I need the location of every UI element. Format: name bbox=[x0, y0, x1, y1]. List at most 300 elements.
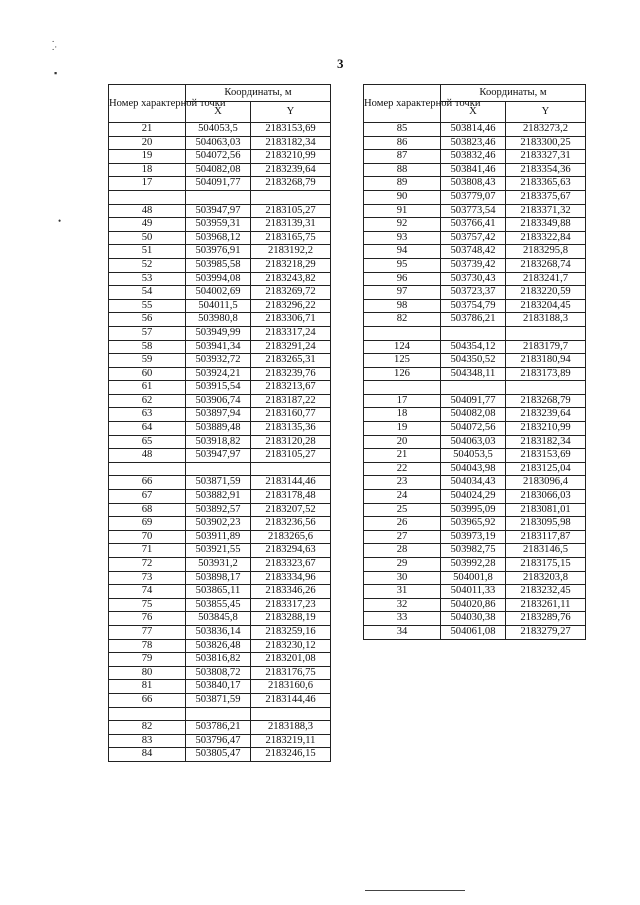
x-coordinate-cell: 503973,19 bbox=[441, 530, 506, 544]
table-row bbox=[364, 422, 586, 436]
x-coordinate-cell: 503808,72 bbox=[186, 666, 251, 680]
y-coordinate-cell: 2183182,34 bbox=[506, 435, 586, 449]
point-number-cell: 57 bbox=[109, 326, 186, 340]
table-row bbox=[109, 394, 331, 408]
x-coordinate-cell: 504053,5 bbox=[441, 449, 506, 463]
point-number-cell: 84 bbox=[109, 748, 186, 762]
y-coordinate-cell: 2183236,56 bbox=[251, 517, 331, 531]
table-row bbox=[109, 123, 331, 137]
x-coordinate-cell: 503882,91 bbox=[186, 490, 251, 504]
x-coordinate-cell: 503779,07 bbox=[441, 190, 506, 204]
table-row bbox=[109, 190, 331, 204]
table-row bbox=[364, 313, 586, 327]
point-number-cell: 90 bbox=[364, 190, 441, 204]
x-coordinate-cell: 503796,47 bbox=[186, 734, 251, 748]
table-row bbox=[109, 354, 331, 368]
table-row bbox=[109, 245, 331, 259]
table-row bbox=[364, 503, 586, 517]
x-coordinate-cell: 503985,58 bbox=[186, 258, 251, 272]
point-number-cell: 66 bbox=[109, 693, 186, 707]
table-row bbox=[364, 544, 586, 558]
point-number-cell bbox=[364, 381, 441, 395]
table-body-left bbox=[109, 123, 331, 762]
y-coordinate-cell: 2183201,08 bbox=[251, 653, 331, 667]
y-coordinate-cell: 2183218,29 bbox=[251, 258, 331, 272]
y-coordinate-cell: 2183066,03 bbox=[506, 490, 586, 504]
table-row bbox=[364, 272, 586, 286]
x-coordinate-cell: 503982,75 bbox=[441, 544, 506, 558]
x-coordinate-cell: 503959,31 bbox=[186, 218, 251, 232]
y-coordinate-cell: 2183188,3 bbox=[251, 721, 331, 735]
y-coordinate-cell: 2183230,12 bbox=[251, 639, 331, 653]
point-number-cell bbox=[364, 326, 441, 340]
x-coordinate-cell: 504020,86 bbox=[441, 598, 506, 612]
header-coordinates: Координаты, м bbox=[186, 85, 331, 102]
x-coordinate-cell: 503816,82 bbox=[186, 653, 251, 667]
x-coordinate-cell bbox=[441, 326, 506, 340]
table-row bbox=[364, 123, 586, 137]
point-number-cell: 18 bbox=[109, 163, 186, 177]
y-coordinate-cell: 2183239,76 bbox=[251, 367, 331, 381]
x-coordinate-cell: 503871,59 bbox=[186, 693, 251, 707]
y-coordinate-cell: 2183192,2 bbox=[251, 245, 331, 259]
x-coordinate-cell: 504350,52 bbox=[441, 354, 506, 368]
y-coordinate-cell: 2183239,64 bbox=[251, 163, 331, 177]
point-number-cell: 73 bbox=[109, 571, 186, 585]
x-coordinate-cell: 503995,09 bbox=[441, 503, 506, 517]
table-row bbox=[109, 258, 331, 272]
x-coordinate-cell: 503773,54 bbox=[441, 204, 506, 218]
scan-mark: ▪ bbox=[54, 68, 58, 78]
table-row bbox=[109, 136, 331, 150]
point-number-cell: 28 bbox=[364, 544, 441, 558]
table-row bbox=[109, 367, 331, 381]
point-number-cell: 65 bbox=[109, 435, 186, 449]
point-number-cell: 74 bbox=[109, 585, 186, 599]
y-coordinate-cell: 2183289,76 bbox=[506, 612, 586, 626]
y-coordinate-cell: 2183365,63 bbox=[506, 177, 586, 191]
x-coordinate-cell: 504348,11 bbox=[441, 367, 506, 381]
point-number-cell: 72 bbox=[109, 558, 186, 572]
x-coordinate-cell bbox=[186, 462, 251, 476]
table-row bbox=[364, 163, 586, 177]
x-coordinate-cell: 504082,08 bbox=[441, 408, 506, 422]
x-coordinate-cell: 503855,45 bbox=[186, 598, 251, 612]
table-row bbox=[109, 530, 331, 544]
y-coordinate-cell: 2183081,01 bbox=[506, 503, 586, 517]
table-row bbox=[109, 544, 331, 558]
divider bbox=[365, 890, 465, 891]
x-coordinate-cell: 503754,79 bbox=[441, 299, 506, 313]
y-coordinate-cell: 2183179,7 bbox=[506, 340, 586, 354]
point-number-cell: 19 bbox=[364, 422, 441, 436]
y-coordinate-cell: 2183371,32 bbox=[506, 204, 586, 218]
y-coordinate-cell: 2183317,24 bbox=[251, 326, 331, 340]
x-coordinate-cell: 503931,2 bbox=[186, 558, 251, 572]
point-number-cell: 53 bbox=[109, 272, 186, 286]
table-row bbox=[364, 177, 586, 191]
point-number-cell: 96 bbox=[364, 272, 441, 286]
x-coordinate-cell: 504091,77 bbox=[186, 177, 251, 191]
table-row bbox=[364, 258, 586, 272]
point-number-cell: 48 bbox=[109, 449, 186, 463]
point-number-cell: 23 bbox=[364, 476, 441, 490]
point-number-cell: 62 bbox=[109, 394, 186, 408]
y-coordinate-cell: 2183210,99 bbox=[506, 422, 586, 436]
y-coordinate-cell: 2183219,11 bbox=[251, 734, 331, 748]
header-y: Y bbox=[506, 102, 586, 123]
y-coordinate-cell: 2183144,46 bbox=[251, 476, 331, 490]
y-coordinate-cell: 2183120,28 bbox=[251, 435, 331, 449]
table-row bbox=[109, 503, 331, 517]
table-row bbox=[109, 653, 331, 667]
x-coordinate-cell: 504024,29 bbox=[441, 490, 506, 504]
table-row bbox=[364, 558, 586, 572]
x-coordinate-cell: 504002,69 bbox=[186, 286, 251, 300]
table-row bbox=[109, 163, 331, 177]
table-row bbox=[364, 530, 586, 544]
page-number: 3 bbox=[337, 56, 344, 71]
table-row bbox=[109, 490, 331, 504]
table-row bbox=[109, 571, 331, 585]
y-coordinate-cell: 2183173,89 bbox=[506, 367, 586, 381]
x-coordinate-cell: 504061,08 bbox=[441, 625, 506, 639]
point-number-cell: 60 bbox=[109, 367, 186, 381]
header-x: X bbox=[186, 102, 251, 123]
table-row bbox=[109, 476, 331, 490]
point-number-cell: 91 bbox=[364, 204, 441, 218]
point-number-cell: 98 bbox=[364, 299, 441, 313]
table-row bbox=[109, 340, 331, 354]
point-number-cell: 33 bbox=[364, 612, 441, 626]
y-coordinate-cell: 2183259,16 bbox=[251, 625, 331, 639]
point-number-cell: 21 bbox=[109, 123, 186, 137]
table-row bbox=[364, 462, 586, 476]
table-row bbox=[364, 394, 586, 408]
y-coordinate-cell: 2183146,5 bbox=[506, 544, 586, 558]
point-number-cell: 30 bbox=[364, 571, 441, 585]
y-coordinate-cell: 2183349,88 bbox=[506, 218, 586, 232]
x-coordinate-cell: 504053,5 bbox=[186, 123, 251, 137]
table-row bbox=[109, 218, 331, 232]
point-number-cell: 64 bbox=[109, 422, 186, 436]
point-number-cell: 97 bbox=[364, 286, 441, 300]
y-coordinate-cell: 2183220,59 bbox=[506, 286, 586, 300]
point-number-cell: 79 bbox=[109, 653, 186, 667]
y-coordinate-cell: 2183246,15 bbox=[251, 748, 331, 762]
y-coordinate-cell: 2183323,67 bbox=[251, 558, 331, 572]
x-coordinate-cell: 504001,8 bbox=[441, 571, 506, 585]
point-number-cell: 78 bbox=[109, 639, 186, 653]
point-number-cell: 94 bbox=[364, 245, 441, 259]
point-number-cell: 80 bbox=[109, 666, 186, 680]
table-row bbox=[364, 354, 586, 368]
table-row bbox=[364, 381, 586, 395]
table-row bbox=[109, 462, 331, 476]
x-coordinate-cell bbox=[186, 707, 251, 721]
table-row bbox=[364, 136, 586, 150]
table-row bbox=[109, 313, 331, 327]
table-row bbox=[364, 204, 586, 218]
x-coordinate-cell: 503976,91 bbox=[186, 245, 251, 259]
x-coordinate-cell: 503808,43 bbox=[441, 177, 506, 191]
table-row bbox=[364, 571, 586, 585]
y-coordinate-cell bbox=[251, 707, 331, 721]
point-number-cell: 25 bbox=[364, 503, 441, 517]
table-row bbox=[109, 381, 331, 395]
table-row bbox=[364, 218, 586, 232]
x-coordinate-cell: 504011,5 bbox=[186, 299, 251, 313]
y-coordinate-cell: 2183346,26 bbox=[251, 585, 331, 599]
x-coordinate-cell: 503871,59 bbox=[186, 476, 251, 490]
x-coordinate-cell: 504072,56 bbox=[186, 150, 251, 164]
x-coordinate-cell: 503921,55 bbox=[186, 544, 251, 558]
y-coordinate-cell: 2183265,31 bbox=[251, 354, 331, 368]
table-row bbox=[364, 340, 586, 354]
y-coordinate-cell bbox=[251, 462, 331, 476]
table-row bbox=[364, 367, 586, 381]
point-number-cell: 82 bbox=[109, 721, 186, 735]
point-number-cell: 56 bbox=[109, 313, 186, 327]
table-row bbox=[364, 517, 586, 531]
y-coordinate-cell: 2183117,87 bbox=[506, 530, 586, 544]
x-coordinate-cell: 503965,92 bbox=[441, 517, 506, 531]
point-number-cell bbox=[109, 462, 186, 476]
y-coordinate-cell: 2183210,99 bbox=[251, 150, 331, 164]
point-number-cell: 71 bbox=[109, 544, 186, 558]
x-coordinate-cell: 503826,48 bbox=[186, 639, 251, 653]
header-coordinates: Координаты, м bbox=[441, 85, 586, 102]
table-row bbox=[109, 286, 331, 300]
point-number-cell: 29 bbox=[364, 558, 441, 572]
y-coordinate-cell bbox=[506, 381, 586, 395]
point-number-cell: 19 bbox=[109, 150, 186, 164]
table-row bbox=[109, 666, 331, 680]
table-row bbox=[109, 693, 331, 707]
table-row bbox=[109, 435, 331, 449]
y-coordinate-cell: 2183096,4 bbox=[506, 476, 586, 490]
y-coordinate-cell bbox=[506, 326, 586, 340]
x-coordinate-cell: 504030,38 bbox=[441, 612, 506, 626]
y-coordinate-cell: 2183105,27 bbox=[251, 449, 331, 463]
y-coordinate-cell: 2183296,22 bbox=[251, 299, 331, 313]
y-coordinate-cell: 2183243,82 bbox=[251, 272, 331, 286]
table-row bbox=[109, 707, 331, 721]
table-row bbox=[364, 490, 586, 504]
y-coordinate-cell: 2183375,67 bbox=[506, 190, 586, 204]
point-number-cell bbox=[109, 707, 186, 721]
y-coordinate-cell: 2183180,94 bbox=[506, 354, 586, 368]
y-coordinate-cell: 2183327,31 bbox=[506, 150, 586, 164]
point-number-cell: 18 bbox=[364, 408, 441, 422]
point-number-cell: 68 bbox=[109, 503, 186, 517]
y-coordinate-cell: 2183294,63 bbox=[251, 544, 331, 558]
table-row bbox=[109, 326, 331, 340]
x-coordinate-cell: 503947,97 bbox=[186, 449, 251, 463]
x-coordinate-cell: 504063,03 bbox=[186, 136, 251, 150]
point-number-cell: 59 bbox=[109, 354, 186, 368]
x-coordinate-cell: 503832,46 bbox=[441, 150, 506, 164]
point-number-cell: 51 bbox=[109, 245, 186, 259]
x-coordinate-cell: 503949,99 bbox=[186, 326, 251, 340]
x-coordinate-cell: 503823,46 bbox=[441, 136, 506, 150]
x-coordinate-cell: 503889,48 bbox=[186, 422, 251, 436]
y-coordinate-cell: 2183213,67 bbox=[251, 381, 331, 395]
x-coordinate-cell: 503836,14 bbox=[186, 625, 251, 639]
y-coordinate-cell: 2183295,8 bbox=[506, 245, 586, 259]
header-x: X bbox=[441, 102, 506, 123]
x-coordinate-cell: 503915,54 bbox=[186, 381, 251, 395]
y-coordinate-cell: 2183153,69 bbox=[506, 449, 586, 463]
point-number-cell: 27 bbox=[364, 530, 441, 544]
x-coordinate-cell: 503841,46 bbox=[441, 163, 506, 177]
table-row bbox=[364, 231, 586, 245]
scan-mark: .· bbox=[52, 42, 58, 52]
point-number-cell: 67 bbox=[109, 490, 186, 504]
table-row bbox=[364, 585, 586, 599]
table-row bbox=[364, 476, 586, 490]
x-coordinate-cell: 503814,46 bbox=[441, 123, 506, 137]
table-row bbox=[109, 204, 331, 218]
x-coordinate-cell: 503786,21 bbox=[186, 721, 251, 735]
y-coordinate-cell: 2183204,45 bbox=[506, 299, 586, 313]
x-coordinate-cell: 504011,33 bbox=[441, 585, 506, 599]
y-coordinate-cell: 2183291,24 bbox=[251, 340, 331, 354]
y-coordinate-cell: 2183144,46 bbox=[251, 693, 331, 707]
coordinates-table-left bbox=[108, 84, 331, 762]
table-row bbox=[109, 231, 331, 245]
point-number-cell: 55 bbox=[109, 299, 186, 313]
point-number-cell: 17 bbox=[109, 177, 186, 191]
point-number-cell: 92 bbox=[364, 218, 441, 232]
x-coordinate-cell: 503897,94 bbox=[186, 408, 251, 422]
table-row bbox=[364, 286, 586, 300]
point-number-cell: 26 bbox=[364, 517, 441, 531]
y-coordinate-cell: 2183135,36 bbox=[251, 422, 331, 436]
point-number-cell: 63 bbox=[109, 408, 186, 422]
table-row bbox=[364, 612, 586, 626]
x-coordinate-cell: 503932,72 bbox=[186, 354, 251, 368]
point-number-cell: 93 bbox=[364, 231, 441, 245]
x-coordinate-cell: 503865,11 bbox=[186, 585, 251, 599]
x-coordinate-cell bbox=[186, 190, 251, 204]
table-row bbox=[109, 639, 331, 653]
y-coordinate-cell: 2183268,79 bbox=[506, 394, 586, 408]
y-coordinate-cell: 2183232,45 bbox=[506, 585, 586, 599]
x-coordinate-cell: 503941,34 bbox=[186, 340, 251, 354]
table-row bbox=[364, 449, 586, 463]
y-coordinate-cell: 2183105,27 bbox=[251, 204, 331, 218]
x-coordinate-cell: 503980,8 bbox=[186, 313, 251, 327]
header-y: Y bbox=[251, 102, 331, 123]
y-coordinate-cell: 2183178,48 bbox=[251, 490, 331, 504]
x-coordinate-cell: 503892,57 bbox=[186, 503, 251, 517]
point-number-cell: 126 bbox=[364, 367, 441, 381]
scan-mark: . bbox=[52, 34, 55, 44]
table-row bbox=[109, 449, 331, 463]
table-row bbox=[109, 177, 331, 191]
point-number-cell: 50 bbox=[109, 231, 186, 245]
point-number-cell: 85 bbox=[364, 123, 441, 137]
point-number-cell: 95 bbox=[364, 258, 441, 272]
y-coordinate-cell: 2183322,84 bbox=[506, 231, 586, 245]
table-row bbox=[364, 150, 586, 164]
point-number-cell: 52 bbox=[109, 258, 186, 272]
x-coordinate-cell: 503757,42 bbox=[441, 231, 506, 245]
table-row bbox=[109, 625, 331, 639]
table-row bbox=[364, 326, 586, 340]
scan-mark: • bbox=[58, 216, 62, 226]
x-coordinate-cell: 503739,42 bbox=[441, 258, 506, 272]
x-coordinate-cell: 503918,82 bbox=[186, 435, 251, 449]
y-coordinate-cell: 2183207,52 bbox=[251, 503, 331, 517]
point-number-cell: 54 bbox=[109, 286, 186, 300]
y-coordinate-cell: 2183268,74 bbox=[506, 258, 586, 272]
y-coordinate-cell bbox=[251, 190, 331, 204]
table-row bbox=[109, 150, 331, 164]
coordinates-table-right bbox=[363, 84, 586, 640]
y-coordinate-cell: 2183334,96 bbox=[251, 571, 331, 585]
x-coordinate-cell bbox=[441, 381, 506, 395]
x-coordinate-cell: 504354,12 bbox=[441, 340, 506, 354]
x-coordinate-cell: 503947,97 bbox=[186, 204, 251, 218]
y-coordinate-cell: 2183139,31 bbox=[251, 218, 331, 232]
x-coordinate-cell: 503924,21 bbox=[186, 367, 251, 381]
y-coordinate-cell: 2183095,98 bbox=[506, 517, 586, 531]
x-coordinate-cell: 504043,98 bbox=[441, 462, 506, 476]
point-number-cell: 70 bbox=[109, 530, 186, 544]
y-coordinate-cell: 2183265,6 bbox=[251, 530, 331, 544]
y-coordinate-cell: 2183269,72 bbox=[251, 286, 331, 300]
point-number-cell: 82 bbox=[364, 313, 441, 327]
y-coordinate-cell: 2183188,3 bbox=[506, 313, 586, 327]
table-row bbox=[364, 625, 586, 639]
x-coordinate-cell: 503992,28 bbox=[441, 558, 506, 572]
x-coordinate-cell: 503968,12 bbox=[186, 231, 251, 245]
y-coordinate-cell: 2183268,79 bbox=[251, 177, 331, 191]
y-coordinate-cell: 2183203,8 bbox=[506, 571, 586, 585]
point-number-cell: 24 bbox=[364, 490, 441, 504]
x-coordinate-cell: 503902,23 bbox=[186, 517, 251, 531]
y-coordinate-cell: 2183160,77 bbox=[251, 408, 331, 422]
table-row bbox=[364, 190, 586, 204]
point-number-cell: 86 bbox=[364, 136, 441, 150]
y-coordinate-cell: 2183300,25 bbox=[506, 136, 586, 150]
point-number-cell: 22 bbox=[364, 462, 441, 476]
x-coordinate-cell: 503766,41 bbox=[441, 218, 506, 232]
table-body-right bbox=[364, 123, 586, 640]
table-row bbox=[109, 598, 331, 612]
y-coordinate-cell: 2183239,64 bbox=[506, 408, 586, 422]
point-number-cell: 17 bbox=[364, 394, 441, 408]
x-coordinate-cell: 504034,43 bbox=[441, 476, 506, 490]
y-coordinate-cell: 2183306,71 bbox=[251, 313, 331, 327]
table-row bbox=[109, 680, 331, 694]
y-coordinate-cell: 2183241,7 bbox=[506, 272, 586, 286]
y-coordinate-cell: 2183175,15 bbox=[506, 558, 586, 572]
y-coordinate-cell: 2183176,75 bbox=[251, 666, 331, 680]
point-number-cell: 61 bbox=[109, 381, 186, 395]
point-number-cell: 49 bbox=[109, 218, 186, 232]
point-number-cell: 87 bbox=[364, 150, 441, 164]
table-row bbox=[109, 748, 331, 762]
x-coordinate-cell: 503805,47 bbox=[186, 748, 251, 762]
point-number-cell: 76 bbox=[109, 612, 186, 626]
table-row bbox=[364, 299, 586, 313]
y-coordinate-cell: 2183125,04 bbox=[506, 462, 586, 476]
y-coordinate-cell: 2183288,19 bbox=[251, 612, 331, 626]
point-number-cell: 32 bbox=[364, 598, 441, 612]
